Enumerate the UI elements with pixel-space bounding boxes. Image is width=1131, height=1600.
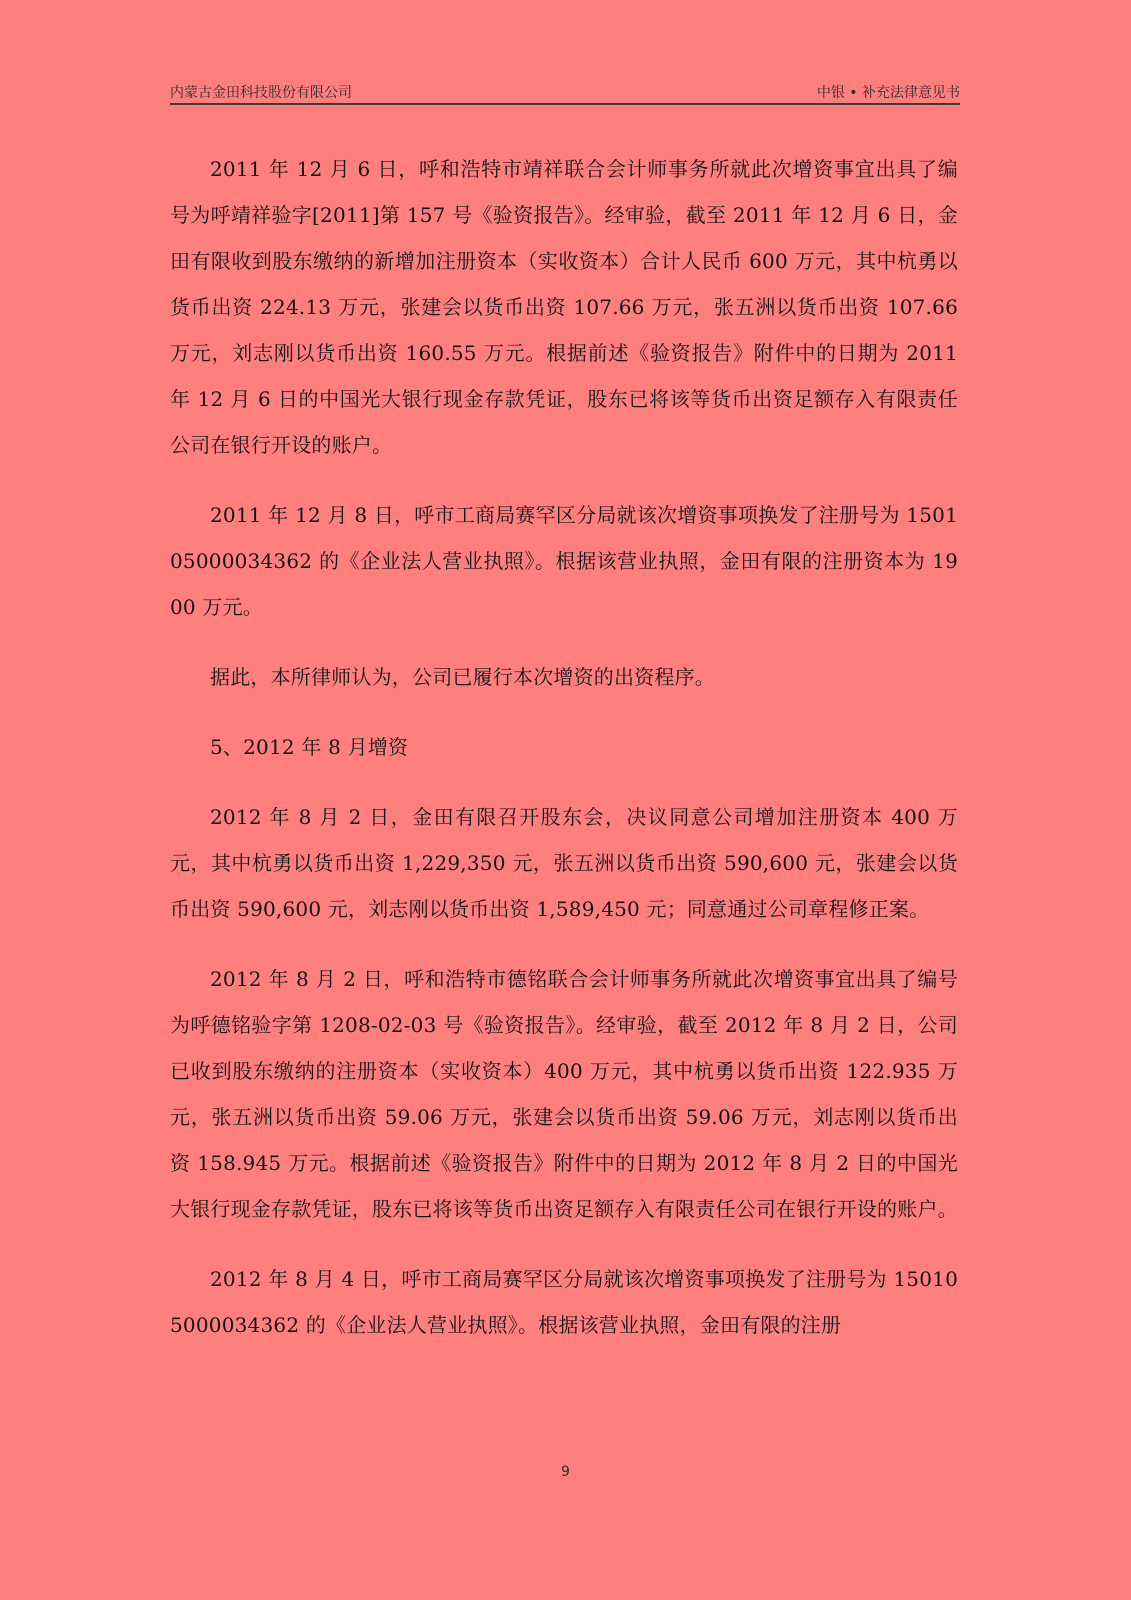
- page-header: [170, 78, 960, 104]
- section-heading-2012-capital-increase: 5、2012 年 8 月增资: [210, 735, 409, 759]
- header-company-name: 内蒙古金田科技股份有限公司: [170, 85, 352, 101]
- page-number: 9: [561, 1464, 570, 1480]
- document-body: [170, 146, 958, 1372]
- paragraph-2011-capital-verification: 2011 年 12 月 6 日，呼和浩特市靖祥联合会计师事务所就此次增资事宜出具了编号为呼靖祥验字[2011]第 157 号《验资报告》。经审验，截至 2011 年 12 月 6 日，金田有限收到股东缴纳的新增加注册资本（实收资本）合计人民币 600 万元，其中杭勇以货币出资 224.13 万元，张建会以货币出资 107.66 万元，张五洲以货币出资 107.66 万元，刘志刚以货币出资 160.55 万元。根据前述《验资报告》附件中的日期为 2011 年 12 月 6 日的中国光大银行现金存款凭证，股东已将该等货币出资足额存入有限责任公司在银行开设的账户。: [170, 157, 958, 457]
- paragraph-2012-shareholder-meeting: 2012 年 8 月 2 日，金田有限召开股东会，决议同意公司增加注册资本 400 万元，其中杭勇以货币出资 1,229,350 元，张五洲以货币出资 590,600 元，张建会以货币出资 590,600 元，刘志刚以货币出资 1,589,450 元；同意通过公司章程修正案。: [170, 805, 958, 921]
- paragraph-2012-capital-verification: 2012 年 8 月 2 日，呼和浩特市德铭联合会计师事务所就此次增资事宜出具了编号为呼德铭验字第 1208-02-03 号《验资报告》。经审验，截至 2012 年 8 月 2 日，公司已收到股东缴纳的注册资本（实收资本）400 万元，其中杭勇以货币出资 122.935 万元，张五洲以货币出资 59.06 万元，张建会以货币出资 59.06 万元，刘志刚以货币出资 158.945 万元。根据前述《验资报告》附件中的日期为 2012 年 8 月 2 日的中国光大银行现金存款凭证，股东已将该等货币出资足额存入有限责任公司在银行开设的账户。: [170, 967, 958, 1221]
- paragraph-2012-business-license: 2012 年 8 月 4 日，呼市工商局赛罕区分局就该次增资事项换发了注册号为 150105000034362 的《企业法人营业执照》。根据该营业执照，金田有限的注册: [170, 1267, 958, 1337]
- header-document-title: 中银 • 补充法律意见书: [816, 85, 960, 101]
- paragraph-lawyer-conclusion: 据此，本所律师认为，公司已履行本次增资的出资程序。: [210, 665, 715, 689]
- paragraph-2011-business-license: 2011 年 12 月 8 日，呼市工商局赛罕区分局就该次增资事项换发了注册号为 150105000034362 的《企业法人营业执照》。根据该营业执照，金田有限的注册资本为 1900 万元。: [170, 503, 958, 619]
- header-divider: [170, 103, 960, 105]
